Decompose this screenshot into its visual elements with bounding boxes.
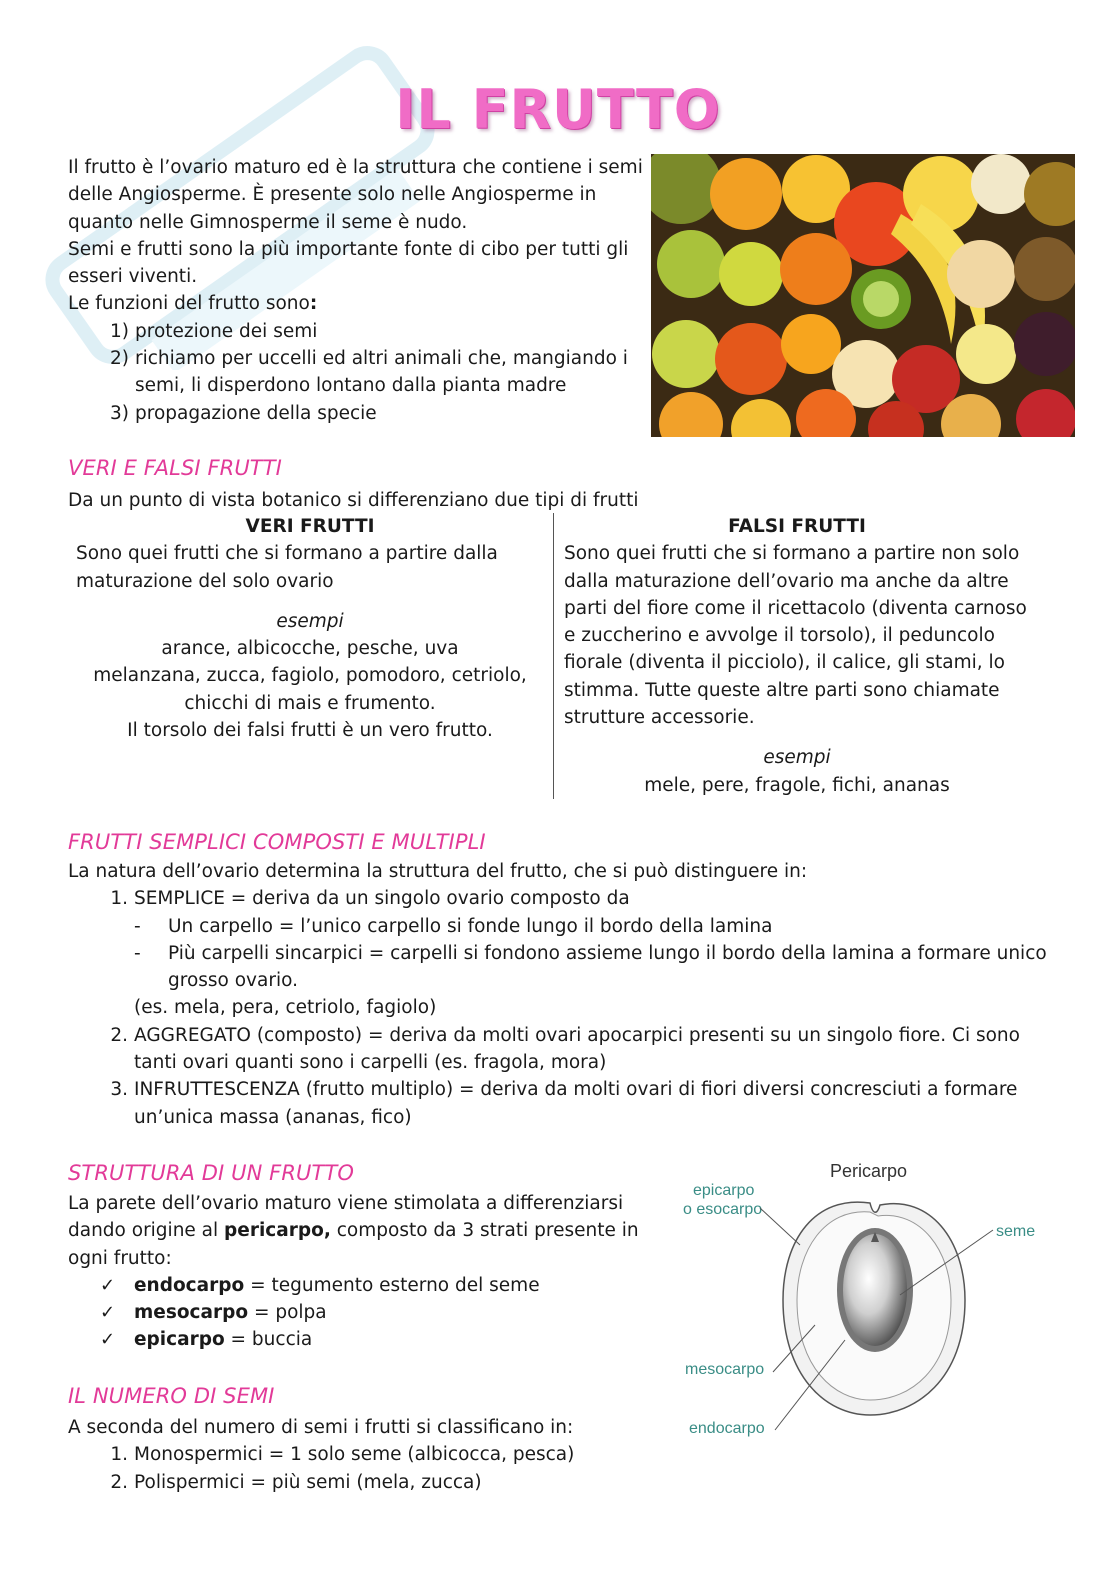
list-item: ✓ endocarpo = tegumento esterno del seme: [134, 1272, 664, 1299]
semplici-intro: La natura dell’ovario determina la struttura del frutto, che si può distinguere in:: [68, 861, 808, 882]
semplici-section: [68, 858, 1048, 1131]
veri-example-line: arance, albicocche, pesche, uva: [161, 638, 459, 660]
list-item: 1) protezione dei semi: [110, 320, 318, 342]
list-item: 1. SEMPLICE = deriva da un singolo ovario composto da - Un carpello = l’unico carpello si fonde lungo il bordo della lamina - Più carpelli sincarpici = carpelli si fondono assieme lungo il bordo della lamina a formare unico grosso ovario. (es. mela, pera, cetriolo, fagiolo): [134, 885, 1048, 1021]
fruit-photo: [651, 154, 1075, 437]
falsi-frutti-description: Sono quei frutti che si formano a partire non solo dalla maturazione dell’ovario ma anche da altre parti del fiore come il ricettacolo (diventa carnoso e zuccherino e avvolge il torsolo), il peduncolo fiorale (diventa il picciolo), il calice, gli stami, lo stimma. Tutte queste altre parti sono chiamate strutture accessorie.: [564, 543, 1027, 729]
label-endocarpo: endocarpo: [689, 1420, 765, 1437]
list-item: ✓ epicarpo = buccia: [134, 1326, 664, 1353]
list-item: 3) propagazione della specie: [110, 402, 377, 424]
list-item: 2. Polispermici = più semi (mela, zucca): [110, 1471, 482, 1493]
list-item: 1. Monospermici = 1 solo seme (albicocca, pesca): [110, 1444, 575, 1466]
heading-semi: IL NUMERO DI SEMI: [68, 1384, 275, 1408]
check-icon: ✓: [100, 1329, 116, 1351]
label-esocarpo: o esocarpo: [683, 1201, 763, 1218]
functions-list: [68, 318, 643, 427]
veri-example-line: Il torsolo dei falsi frutti è un vero frutto.: [127, 720, 493, 742]
struttura-section: [68, 1190, 664, 1354]
falsi-examples-label: esempi: [763, 747, 831, 769]
falsi-frutti-column: [564, 513, 1030, 799]
veri-examples-label: esempi: [276, 610, 344, 632]
semplici-list: [68, 885, 1048, 1131]
intro-paragraph-2: Semi e frutti sono la più importante fonte di cibo per tutti gli esseri viventi.: [68, 238, 629, 288]
check-icon: ✓: [100, 1302, 116, 1324]
veri-frutti-description: Sono quei frutti che si formano a partire dalla maturazione del solo ovario: [76, 543, 498, 592]
list-item: - Un carpello = l’unico carpello si fonde lungo il bordo della lamina: [134, 915, 773, 937]
carpelli-list: [134, 913, 1048, 995]
falsi-examples: mele, pere, fragole, fichi, ananas: [644, 774, 950, 796]
falsi-frutti-title: FALSI FRUTTI: [728, 516, 866, 537]
diagram-title: Pericarpo: [830, 1161, 908, 1181]
list-item: 2) richiamo per uccelli ed altri animali che, mangiando i semi, li disperdono lontano dalla pianta madre: [110, 348, 628, 397]
functions-label: Le funzioni del frutto sono:: [68, 293, 318, 315]
list-item: 3. INFRUTTESCENZA (frutto multiplo) = deriva da molti ovari di fiori diversi concresciuti a formare un’unica massa (ananas, fico): [110, 1079, 1018, 1128]
check-icon: ✓: [100, 1274, 116, 1296]
column-divider: [553, 513, 554, 799]
semi-intro: A seconda del numero di semi i frutti si classificano in:: [68, 1417, 574, 1438]
heading-semplici: FRUTTI SEMPLICI COMPOSTI E MULTIPLI: [68, 830, 486, 854]
label-seme: seme: [996, 1223, 1036, 1240]
heading-struttura: STRUTTURA DI UN FRUTTO: [68, 1161, 354, 1185]
page-title: IL FRUTTO: [395, 78, 721, 141]
veri-frutti-column: [76, 513, 544, 744]
list-item: ✓ mesocarpo = polpa: [134, 1299, 664, 1326]
semi-list: [68, 1441, 664, 1496]
veri-falsi-intro: Da un punto di vista botanico si differenziano due tipi di frutti: [68, 490, 639, 511]
veri-frutti-title: VERI FRUTTI: [245, 516, 375, 537]
label-epicarpo: epicarpo: [693, 1182, 755, 1199]
veri-example-line: chicchi di mais e frumento.: [184, 692, 436, 714]
intro-section: [68, 154, 643, 427]
intro-paragraph-1: Il frutto è l’ovario maturo ed è la struttura che contiene i semi delle Angiosperme. È presente solo nelle Angiosperme in quanto nelle Gimnosperme il seme è nudo.: [68, 157, 643, 233]
semi-section: [68, 1414, 664, 1496]
veri-example-line: melanzana, zucca, fagiolo, pomodoro, cetriolo,: [93, 665, 527, 687]
heading-veri-falsi: VERI E FALSI FRUTTI: [68, 456, 282, 480]
struttura-intro: La parete dell’ovario maturo viene stimolata a differenziarsi dando origine al pericarpo, composto da 3 strati presente in ogni frutto:: [68, 1193, 639, 1269]
list-item: 2. AGGREGATO (composto) = deriva da molti ovari apocarpici presenti su un singolo fiore. Ci sono tanti ovari quanti sono i carpelli (es. fragola, mora): [110, 1024, 1020, 1074]
pericarp-diagram: [665, 1150, 1060, 1450]
list-item: - Più carpelli sincarpici = carpelli si fondono assieme lungo il bordo della lamina a formare unico grosso ovario.: [134, 942, 1047, 992]
layers-list: [68, 1272, 664, 1354]
label-mesocarpo: mesocarpo: [685, 1361, 765, 1378]
semplice-examples: (es. mela, pera, cetriolo, fagiolo): [134, 997, 437, 1019]
